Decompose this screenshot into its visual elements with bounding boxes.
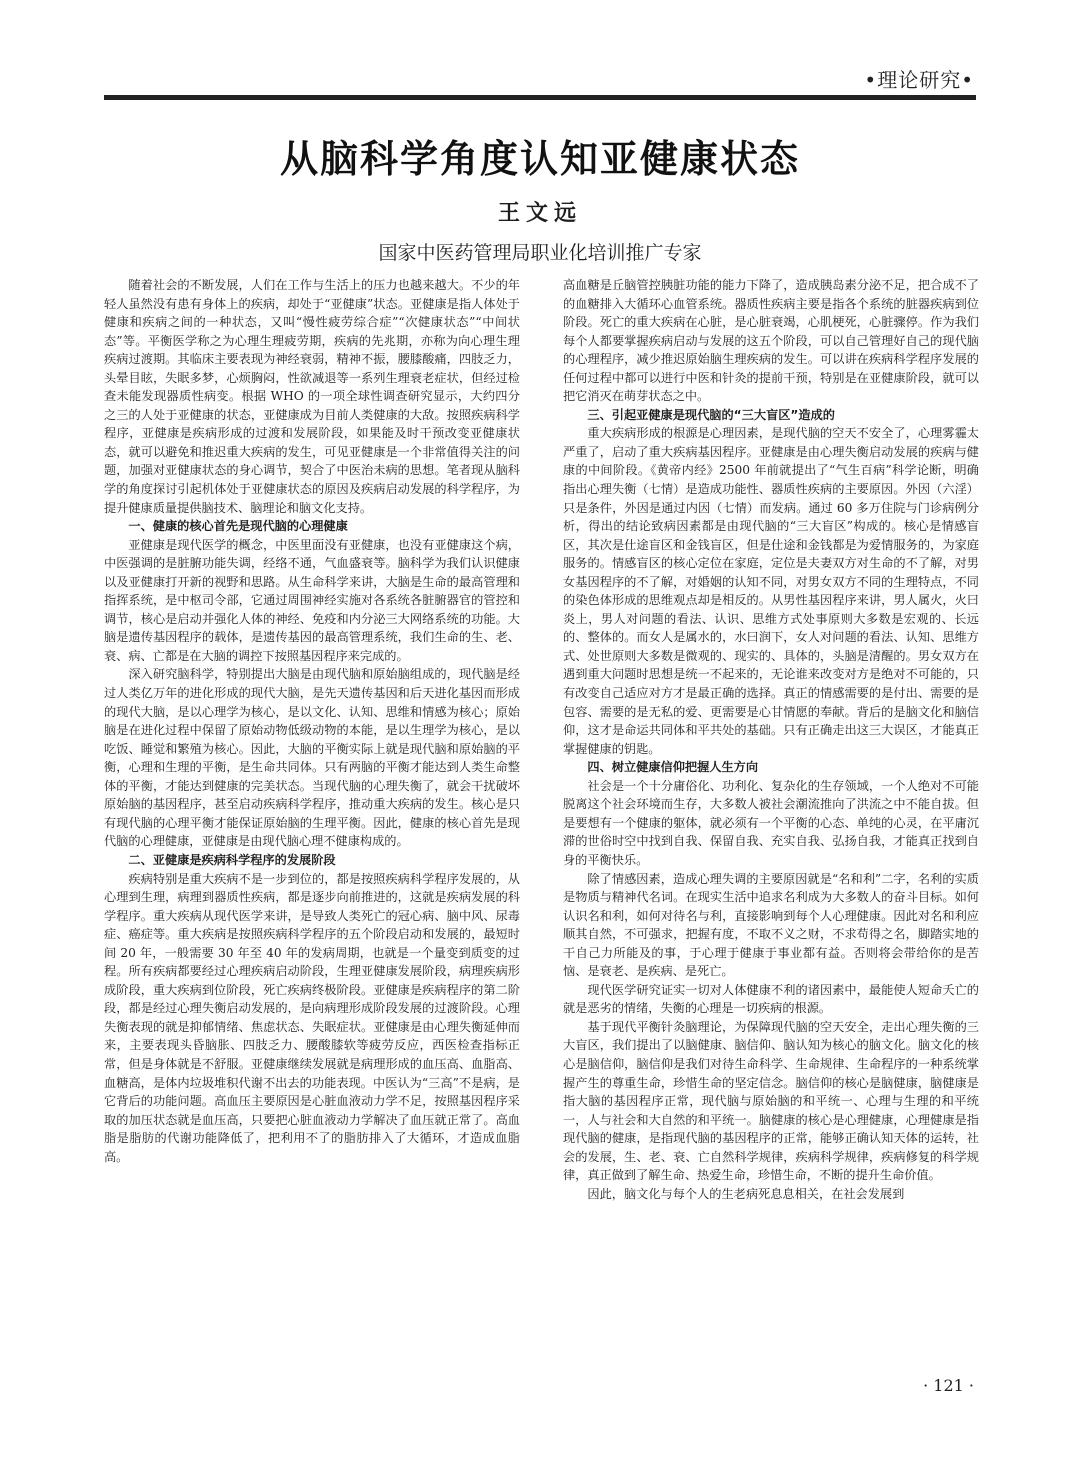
section-heading: 一、健康的核心首先是现代脑的心理健康: [128, 519, 348, 534]
paragraph: 深入研究脑科学，特别提出大脑是由现代脑和原始脑组成的，现代脑是经过人类亿万年的进化形成的现代大脑，是先天遗传基因和后天进化基因而形成的现代大脑，是以心理学为核心，是以文化、认知、思维和情感为核心；原始脑是在进化过程中保留了原始动物低级动物的本能，是以生理学为核心，是以吃饭、睡觉和繁殖为核心。因此，大脑的平衡实际上就是现代脑和原始脑的平衡，心理和生理的平衡，是生命共同体。只有两脑的平衡才能达到人类生命整体的平衡，才能达到健康的完美状态。当现代脑的心理失衡了，就会干扰破坏原始脑的基因程序，甚至启动疾病科学程序，推动重大疾病的发生。核心是只有现代脑的心理平衡才能保证原始脑的生理平衡。因此，健康的核心首先是现代脑的心理健康，亚健康是由现代脑心理不健康构成的。: [104, 667, 520, 849]
section-heading: 二、亚健康是疾病科学程序的发展阶段: [128, 852, 336, 867]
paragraph: 疾病特别是重大疾病不是一步到位的，都是按照疾病科学程序发展的，从心理到生理，病理到器质性疾病，都是逐步向前推进的，这就是疾病发展的科学程序。重大疾病从现代医学来讲，是导致人类死亡的冠心病、脑中风、尿毒症、癌症等。重大疾病是按照疾病科学程序的五个阶段启动和发展的，最短时间 20 年，一般需要 30 年至 40 年的发病周期，也就是一个量变到质变的过程。所有疾病都要经过心理疾病启动阶段，生理亚健康发展阶段，病理疾病形成阶段，重大疾病到位阶段，死亡疾病终极阶段。亚健康是疾病程序的第二阶段，都是经过心理失衡启动发展的，是向病理形成阶段发展的过渡阶段。心理失衡表现的就是抑郁情绪、焦虑状态、失眠症状。亚健康是由心理失衡延伸而来，主要表现头昏脑胀、四肢乏力、腰酸膝软等疲劳反应，西医检查指标正常，但是身体就是不舒服。亚健康继续发展就是病理形成的血压高、血脂高、血糖高，是体内垃圾堆积代谢不出去的功能表现。中医认为“三高”不是病，是它背后的功能问题。高血压主要原因是心脏血液动力学不足，按照基因程序采取的加压状态就是血压高，只要把心脏血液动力学解决了血压就正常了。高血脂是脂肪的代谢功能降低了，把利用不了的脂肪排入了大循环，才造成血脂高。: [104, 871, 520, 1164]
author-name: 王文远: [497, 200, 582, 226]
section-heading: 四、树立健康信仰把握人生方向: [587, 760, 759, 775]
paragraph: 重大疾病形成的根源是心理因素，是现代脑的空天不安全了，心理雾霾太严重了，启动了重大疾病基因程序。亚健康是由心理失衡启动发展的疾病与健康的中间阶段。《黄帝内经》2500 年前就提出了“气生百病”科学论断，明确指出心理失衡（七情）是造成功能性、器质性疾病的主要原因。外因（六淫）只是条件，外因是通过内因（七情）而发病。通过 60 多万住院与门诊病例分析，得出的结论致病因素都是由现代脑的“三大盲区”构成的。核心是情感盲区，其次是仕途盲区和金钱盲区，但是仕途和金钱都是为爱情服务的，为家庭服务的。情感盲区的核心定位在家庭，定位是夫妻双方对生命的不了解，对男女基因程序的不了解，对婚姻的认知不同，对男女双方不同的生理特点，不同的染色体形成的思维观点却是相反的。从男性基因程序来讲，男人属火，火曰炎上，男人对问题的看法、认识、思维方式处事原则大多数是宏观的、长远的、整体的。而女人是属水的，水曰润下，女人对问题的看法、认知、思维方式、处世原则大多数是微观的、现实的、具体的，头脑是清醒的。男女双方在遇到重大问题时思想是统一不起来的，无论谁来改变对方是绝对不可能的，只有改变自己适应对方才是最正确的选择。真正的情感需要的是付出、需要的是包容、需要的是无私的爱、更需要是心甘情愿的奉献。背后的是脑文化和脑信仰，这才是命运共同体和平共处的基础。只有正确走出这三大误区，才能真正掌握健康的钥匙。: [563, 426, 979, 756]
article-title: 从脑科学角度认知亚健康状态: [279, 137, 800, 181]
paragraph: 现代医学研究证实一切对人体健康不利的诸因素中，最能使人短命夭亡的就是恶劣的情绪，失衡的心理是一切疾病的根源。: [563, 982, 979, 1016]
right-column: [563, 276, 979, 1356]
page-number: · 121 ·: [923, 1376, 974, 1395]
author-affiliation: 国家中医药管理局职业化培训推广专家: [378, 242, 702, 264]
paragraph: 随着社会的不断发展，人们在工作与生活上的压力也越来越大。不少的年轻人虽然没有患有身体上的疾病，却处于“亚健康”状态。亚健康是指人体处于健康和疾病之间的一种状态，又叫“慢性疲劳综合症”“次健康状态”“中间状态”等。平衡医学称之为心理生理疲劳期，疾病的先兆期，亦称为向心理生理疾病过渡期。其临床主要表现为神经衰弱，精神不振，腰膝酸痛，四肢乏力，头晕目眩，失眠多梦，心烦胸闷，性欲减退等一系列生理衰老症状，但经过检查未能发现器质性病变。根据 WHO 的一项全球性调查研究显示，大约四分之三的人处于亚健康的状态，亚健康成为目前人类健康的大敌。按照疾病科学程序，亚健康是疾病形成的过渡和发展阶段，如果能及时干预改变亚健康状态，就可以避免和推迟重大疾病的发生，可见亚健康是一个非常值得关注的问题，加强对亚健康状态的身心调节，契合了中医治未病的思想。笔者现从脑科学的角度探讨引起机体处于亚健康状态的原因及疾病启动发展的科学程序，为提升健康质量提供脑技术、脑理论和脑文化支持。: [104, 278, 520, 515]
header-rule: [104, 95, 976, 100]
section-tag: •理论研究•: [864, 68, 974, 92]
paragraph: 高血糖是丘脑管控胰脏功能的能力下降了，造成胰岛素分泌不足，把合成不了的血糖排入大循环心血管系统。器质性疾病主要是指各个系统的脏器疾病到位阶段。死亡的重大疾病在心脏，是心脏衰竭，心肌梗死，心脏骤停。作为我们每个人都要掌握疾病启动与发展的这五个阶段，可以自己管理好自己的现代脑的心理程序，减少推迟原始脑生理疾病的发生。可以讲在疾病科学程序发展的任何过程中都可以进行中医和针灸的提前干预，特别是在亚健康阶段，就可以把它消灭在萌芽状态之中。: [563, 278, 979, 404]
paragraph: 除了情感因素，造成心理失调的主要原因就是“名和利”二字，名利的实质是物质与精神代名词。在现实生活中追求名利成为大多数人的奋斗目标。如何认识名和利，如何对待名与利，直接影响到每个人心理健康。因此对名和利应顺其自然，不可强求，把握有度，不取不义之财，不求苟得之名，脚踏实地的干自己力所能及的事，于心理于健康于事业都有益。否则将会带给你的是苦恼、是衰老、是疾病、是死亡。: [563, 871, 979, 979]
paragraph: 因此，脑文化与每个人的生老病死息息相关，在社会发展到: [587, 1186, 905, 1201]
paragraph: 社会是一个十分庸俗化、功利化、复杂化的生存领域，一个人绝对不可能脱离这个社会环境而生存，大多数人被社会潮流推向了洪流之中不能自拔。但是要想有一个健康的躯体，就必须有一个平衡的心态、单纯的心灵，在平庸沉滞的世俗时空中找到自我、保留自我、充实自我、弘扬自我，才能真正找到自身的平衡快乐。: [563, 778, 979, 867]
left-column: [104, 276, 520, 1356]
paragraph: 基于现代平衡针灸脑理论，为保障现代脑的空天安全，走出心理失衡的三大盲区，我们提出了以脑健康、脑信仰、脑认知为核心的脑文化。脑文化的核心是脑信仰，脑信仰是我们对待生命科学、生命规律、生命程序的一种系统掌握产生的尊重生命，珍惜生命的坚定信念。脑信仰的核心是脑健康，脑健康是指大脑的基因程序正常，现代脑与原始脑的和平统一、心理与生理的和平统一，人与社会和大自然的和平统一。脑健康的核心是心理健康，心理健康是指现代脑的健康，是指现代脑的基因程序的正常，能够正确认知天体的运转，社会的发展，生、老、衰、亡自然科学规律，疾病科学规律，疾病修复的科学规律，真正做到了解生命、热爱生命，珍惜生命，不断的提升生命价值。: [563, 1019, 979, 1183]
section-heading: 三、引起亚健康是现代脑的“三大盲区”造成的: [587, 407, 835, 422]
paragraph: 亚健康是现代医学的概念，中医里面没有亚健康，也没有亚健康这个病，中医强调的是脏腑功能失调，经络不通，气血盛衰等。脑科学为我们认识健康以及亚健康打开新的视野和思路。从生命科学来讲，大脑是生命的最高管理和指挥系统，是中枢司令部，它通过周围神经实施对各系统各脏腑器官的管控和调节，核心是启动并强化人体的神经、免疫和内分泌三大网络系统的功能。大脑是遗传基因程序的载体，是遗传基因的最高管理系统，我们生命的生、老、衰、病、亡都是在大脑的调控下按照基因程序来完成的。: [104, 537, 520, 663]
